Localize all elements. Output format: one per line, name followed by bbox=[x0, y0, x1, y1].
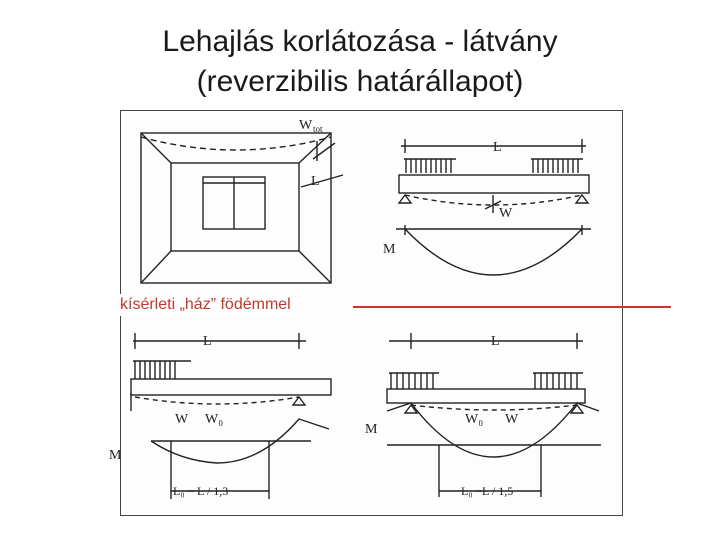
bl-w-label: W bbox=[175, 412, 189, 427]
bl-span-label: L bbox=[203, 334, 212, 349]
load-right bbox=[531, 159, 583, 173]
title-line-1: Lehajlás korlátozása - látvány bbox=[162, 25, 558, 58]
bl-inflection-label: L₀ ~ L / 1,3 bbox=[173, 484, 229, 498]
beam-restrained-right bbox=[387, 333, 601, 497]
figure-caption: kísérleti „ház” födémmel bbox=[120, 294, 295, 316]
br-w-label: W bbox=[505, 412, 519, 427]
br-w0-label: W₀ bbox=[465, 412, 484, 427]
room-deflection-label: W bbox=[299, 118, 313, 133]
title-line-2: (reverzibilis határállapot) bbox=[196, 65, 524, 98]
bl-moment-label: M bbox=[109, 448, 122, 463]
load-left bbox=[404, 159, 456, 173]
page-title bbox=[0, 22, 720, 102]
beam-restrained-left bbox=[131, 333, 331, 499]
bl-w0-label: W₀ bbox=[205, 412, 224, 427]
tr-moment-label: M bbox=[383, 242, 396, 257]
tr-deflection-label: W bbox=[499, 206, 513, 221]
br-moment-label: M bbox=[365, 422, 378, 437]
room-span-label: L bbox=[311, 174, 320, 189]
beam-simply-supported bbox=[396, 139, 591, 275]
room-deflection-sub: tot bbox=[313, 124, 323, 134]
caption-pointer-line bbox=[353, 306, 671, 308]
br-span-label: L bbox=[491, 334, 500, 349]
br-inflection-label: L₀ ~L / 1,5 bbox=[461, 484, 514, 498]
room-sketch bbox=[141, 133, 343, 283]
tr-span-label: L bbox=[493, 140, 502, 155]
